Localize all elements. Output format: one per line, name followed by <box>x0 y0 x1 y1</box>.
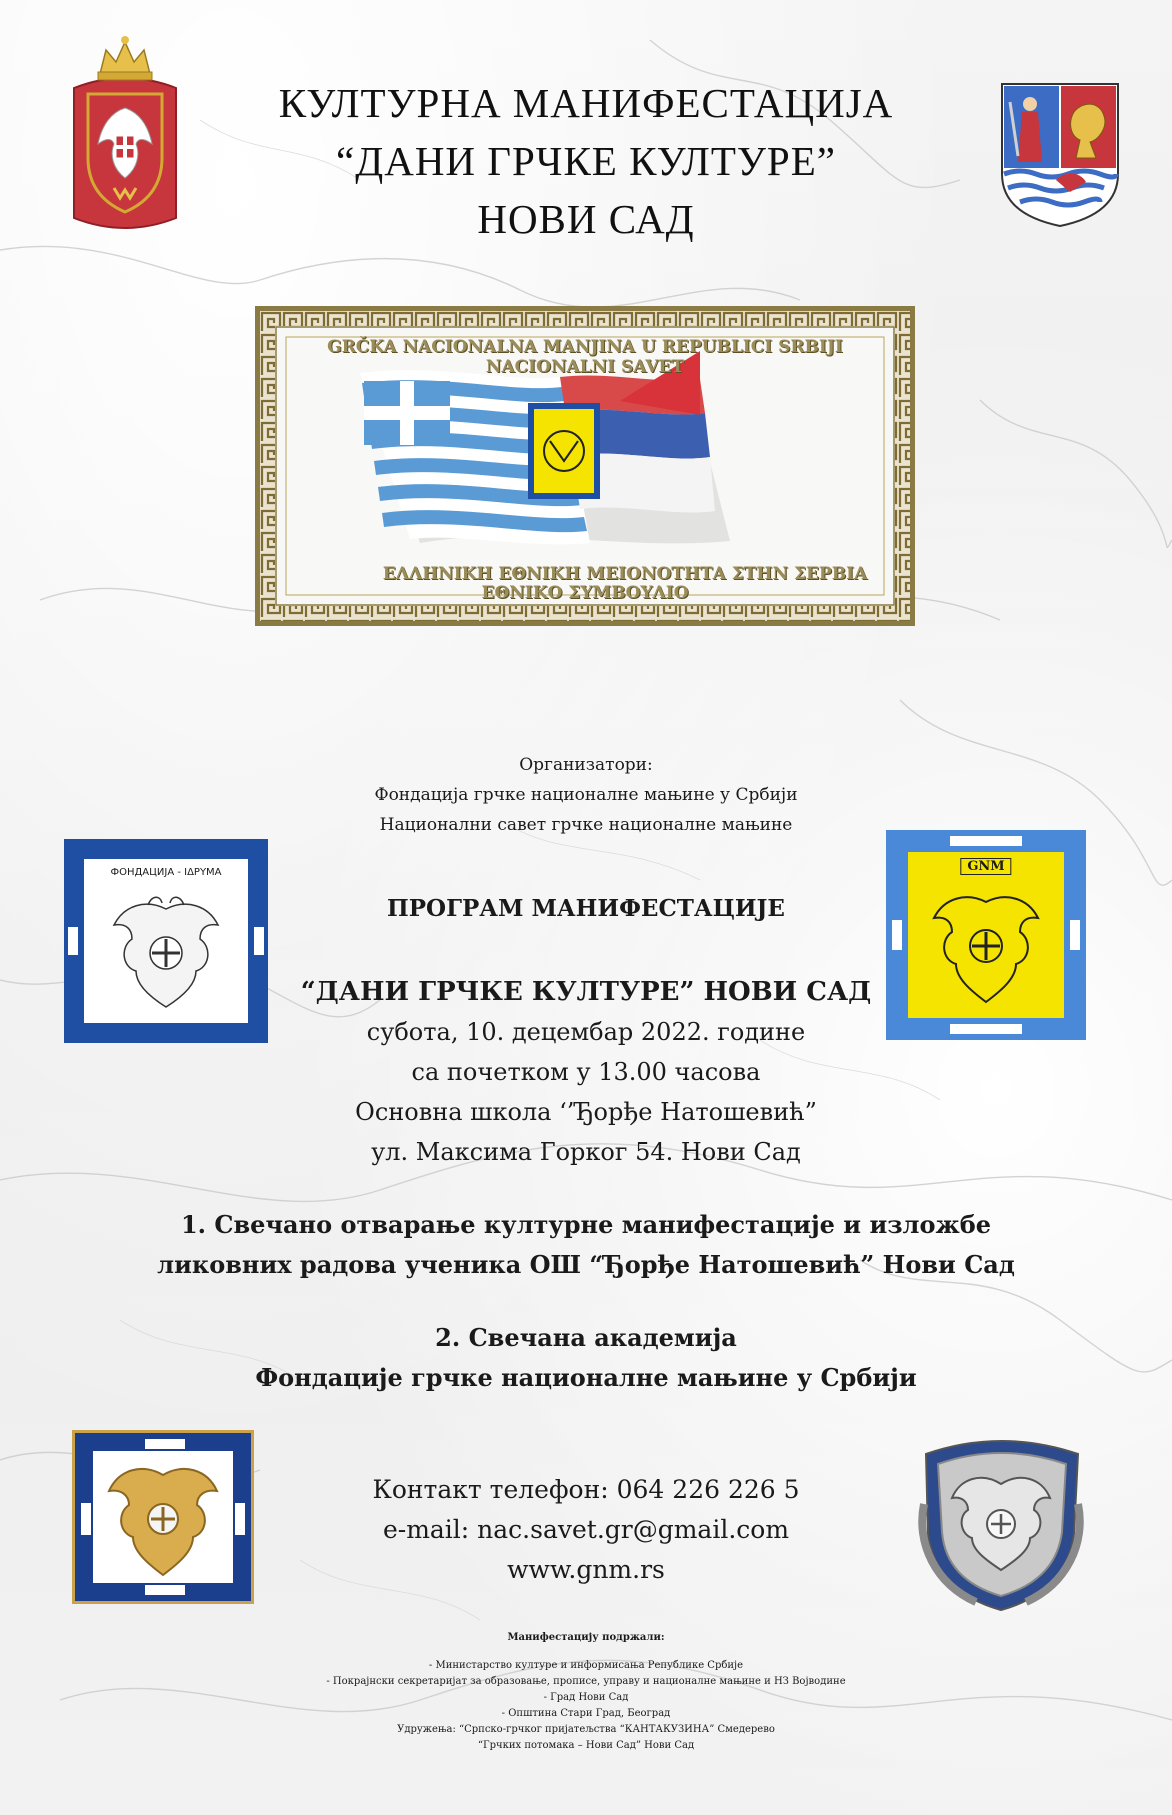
main-title <box>200 74 972 248</box>
vojvodina-coat-of-arms-icon <box>1000 82 1120 228</box>
event-details <box>250 972 922 1172</box>
contact-email[interactable]: e-mail: nac.savet.gr@gmail.com <box>382 1515 790 1544</box>
supporter-line: - Министарство културе и информисања Републике Србије <box>428 1660 744 1671</box>
title-line-3: НОВИ САД <box>477 196 695 242</box>
event-time: са почетком у 13.00 часова <box>411 1058 761 1086</box>
supporter-line: - Град Нови Сад <box>543 1692 629 1703</box>
organizer-2: Национални савет грчке националне мањине <box>379 815 793 835</box>
program-item-2 <box>110 1318 1062 1398</box>
silver-eagle-badge <box>906 1424 1096 1614</box>
supporter-line: - Покрајнски секретаријат за образовање, прописе, управу и националне мањине и НЗ Војводине <box>326 1676 846 1687</box>
program-item-1-line-2: ликовних радова ученика ОШ “Ђорђе Натошевић” Нови Сад <box>157 1250 1015 1279</box>
foundation-emblem <box>64 839 268 1043</box>
organizer-1: Фондација грчке националне мањине у Србији <box>374 785 798 805</box>
program-heading: ПРОГРАМ МАНИФЕСТАЦИЈЕ <box>387 895 785 922</box>
double-headed-eagle-icon <box>926 880 1046 1010</box>
event-title: “ДАНИ ГРЧКЕ КУЛТУРЕ” НОВИ САД <box>300 977 872 1007</box>
event-date: субота, 10. децембар 2022. године <box>366 1018 806 1046</box>
gold-eagle-badge <box>72 1430 254 1604</box>
supporter-line: Удружења: “Српско-грчког пријатељства “КАНТАКУЗИНА” Смедерево <box>397 1724 775 1735</box>
foundation-emblem-label: ФОНДАЦИЈА - ΙΔΡΥΜΑ <box>110 867 222 878</box>
program-item-1 <box>110 1205 1062 1285</box>
program-item-2-line-1: 2. Свечана академија <box>435 1323 737 1352</box>
banner-bottom-line-1: ΕΛΛΗΝΙΚΗ ΕΘΝΙΚΗ ΜΕΙΟΝΟΤΗΤΑ ΣΤΗΝ ΣΕΡΒΙΑ <box>382 564 868 584</box>
contact-phone: Контакт телефон: 064 226 226 5 <box>372 1475 800 1504</box>
event-address: ул. Максима Горког 54. Нови Сад <box>371 1138 801 1166</box>
organizers-block <box>300 750 872 840</box>
supporter-line: “Грчких потомака – Нови Сад” Нови Сад <box>477 1740 695 1751</box>
program-item-1-line-1: 1. Свечано отварање културне манифестације и изложбе <box>180 1210 991 1239</box>
double-headed-eagle-icon <box>106 889 226 1013</box>
supporters-block <box>200 1630 972 1754</box>
organizers-label: Организатори: <box>519 755 653 775</box>
supporters-heading: Манифестацију подржали: <box>507 1632 665 1643</box>
program-item-2-line-2: Фондације грчке националне мањине у Србији <box>255 1363 917 1392</box>
gnm-emblem-label: GNM <box>960 858 1011 875</box>
gold-double-headed-eagle-icon <box>103 1451 223 1581</box>
contact-website[interactable]: www.gnm.rs <box>507 1555 665 1584</box>
national-council-banner <box>255 306 915 626</box>
banner-bottom-line-2: ΕΘΝΙΚΟ ΣΥΜΒΟΥΛΙΟ <box>481 583 689 603</box>
serbia-coat-of-arms-icon <box>66 28 184 238</box>
banner-top-line-1: GRČKA NACIONALNA MANJINA U REPUBLICI SRBIJI <box>327 337 843 357</box>
silver-double-headed-eagle-icon <box>906 1424 1096 1614</box>
banner-top-line-2: NACIONALNI SAVET <box>485 357 685 377</box>
supporter-line: - Општина Стари Град, Београд <box>501 1708 671 1719</box>
title-line-1: КУЛТУРНА МАНИФЕСТАЦИЈА <box>278 80 894 126</box>
title-line-2: “ДАНИ ГРЧКЕ КУЛТУРЕ” <box>336 138 836 184</box>
contact-block <box>300 1470 872 1590</box>
event-venue: Основна школа ‘’Ђорђе Натошевић” <box>355 1098 817 1126</box>
